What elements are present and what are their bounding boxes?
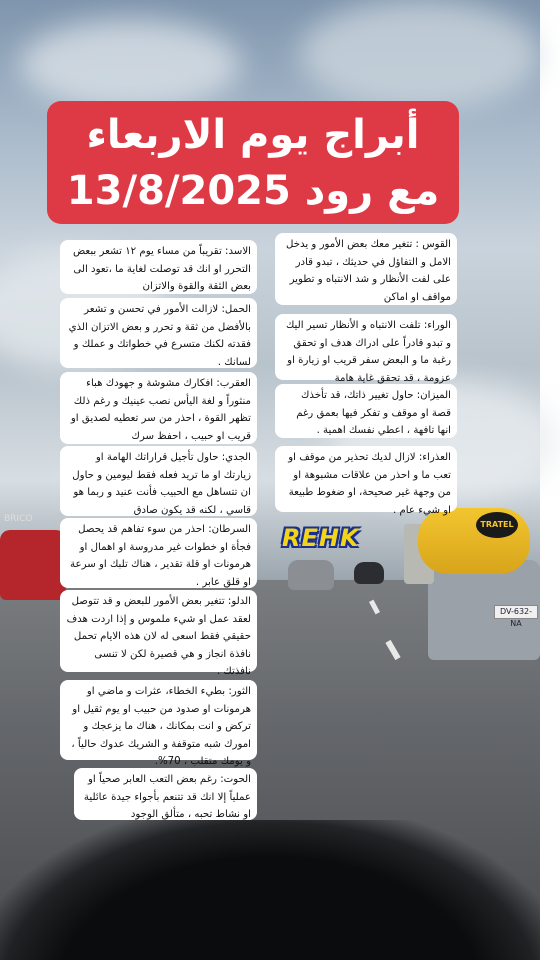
truck-logo: TRATEL [476, 512, 518, 538]
sign-card-sagittarius: القوس : تتغير معك بعض الأمور و يدخل الامل و التفاؤل في حديثك ، تبدو قادر على لفت الأنظار و شد الانتباه و تطوير مواقف او اماكن [275, 233, 457, 305]
car [288, 560, 334, 590]
cloud [300, 0, 540, 110]
sign-card-leo: الاسد: تقريباً من مساء يوم ١٢ تشعر ببعض التحرر او انك قد توصلت لغاية ما ،تعود الى بعض الثقة والقوة والاتزان [60, 240, 257, 294]
license-plate: DV-632-NA [494, 605, 538, 619]
sign-card-taurus: الثور: بطيء الخطاء، عثرات و ماضي او هرمونات او صدود من حبيب او يوم ثقيل او تركض و انت بمكانك ، هناك ما يزعجك و امورك شبه متوقفة و الشريك عدوك حالياً ، و يومك متقلب ، 70%. [60, 680, 257, 760]
sign-card-capricorn: الجدي: حاول تأجيل قراراتك الهامة او زيارتك او ما تريد فعله فقط ليومين و حاول ان تتساهل مع الحبيب فأنت عنيد و ربما هو قاسي ، لكنه قد يكون صادق [60, 446, 257, 516]
sign-card-aquarius: الدلو: تتغير بعض الأمور للبعض و قد تتوصل لعقد عمل او شيء ملموس و إذا اردت هدف حقيقي فقط اسعى له لان هذه الايام تحمل نافذة انجاز و هي قصيرة لكن لا تنسى نافذتك . [60, 590, 257, 672]
sign-card-cancer: السرطان: احذر من سوء تفاهم قد يحصل فجأة او خطوات غير مدروسة او اهمال او هرمونات او قلة تقدير ، هناك تلبك او سرعة او قلق عابر . [60, 518, 257, 588]
title-line-1: أبراج يوم الاربعاء [86, 112, 420, 158]
sign-card-virgo-alt: الوراء: تلفت الانتباه و الأنظار تسير اليك و تبدو قادراً على ادراك هدف او تحقق رغبة ما و البعض سفر قريب او زيارة او عزومة ، قد تحقق غاية هامة [275, 314, 457, 380]
title-banner [47, 101, 459, 224]
car-dashboard [0, 820, 540, 960]
car [0, 530, 66, 600]
store-sign: BRICO [4, 514, 33, 524]
sign-card-libra: الميزان: حاول تغيير ذاتك، قد تأخذك قصة او موقف و تفكر فيها بعمق رغم انها تافهة ، اعطي نفسك اهمية . [275, 384, 457, 438]
car [354, 562, 384, 584]
sign-card-virgo: العذراء: لازال لديك تحذير من موقف او تعب ما و احذر من علاقات مشبوهة او من وجهة غير صحيحة، او ضغوط طبيعة او شيء عام . [275, 446, 457, 512]
sign-card-scorpio: العقرب: افكارك مشوشة و جهودك هباء منثوراً و لغة اليأس نصب عينيك و رغم ذلك تظهر القوة ، احذر من سر تعطيه لصديق او قريب او حبيب ، احفظ سرك [60, 372, 257, 444]
sign-card-pisces: الحوت: رغم بعض التعب العابر صحياً او عملياً إلا انك قد تتنعم بأجواء جيدة عائلية او نشاط تحبه ، متألق الوجود [74, 768, 257, 820]
sign-card-aries: الحمل: لازالت الأمور في تحسن و تشعر بالأفضل من ثقة و تحرر و بعض الاتزان الذي فقدته لكنك متسرع في خطواتك و عملك و لسانك . [60, 298, 257, 368]
cloud [20, 20, 240, 110]
title-line-2: مع رود 13/8/2025 [66, 168, 440, 214]
rehk-logo: REHK [282, 524, 360, 552]
